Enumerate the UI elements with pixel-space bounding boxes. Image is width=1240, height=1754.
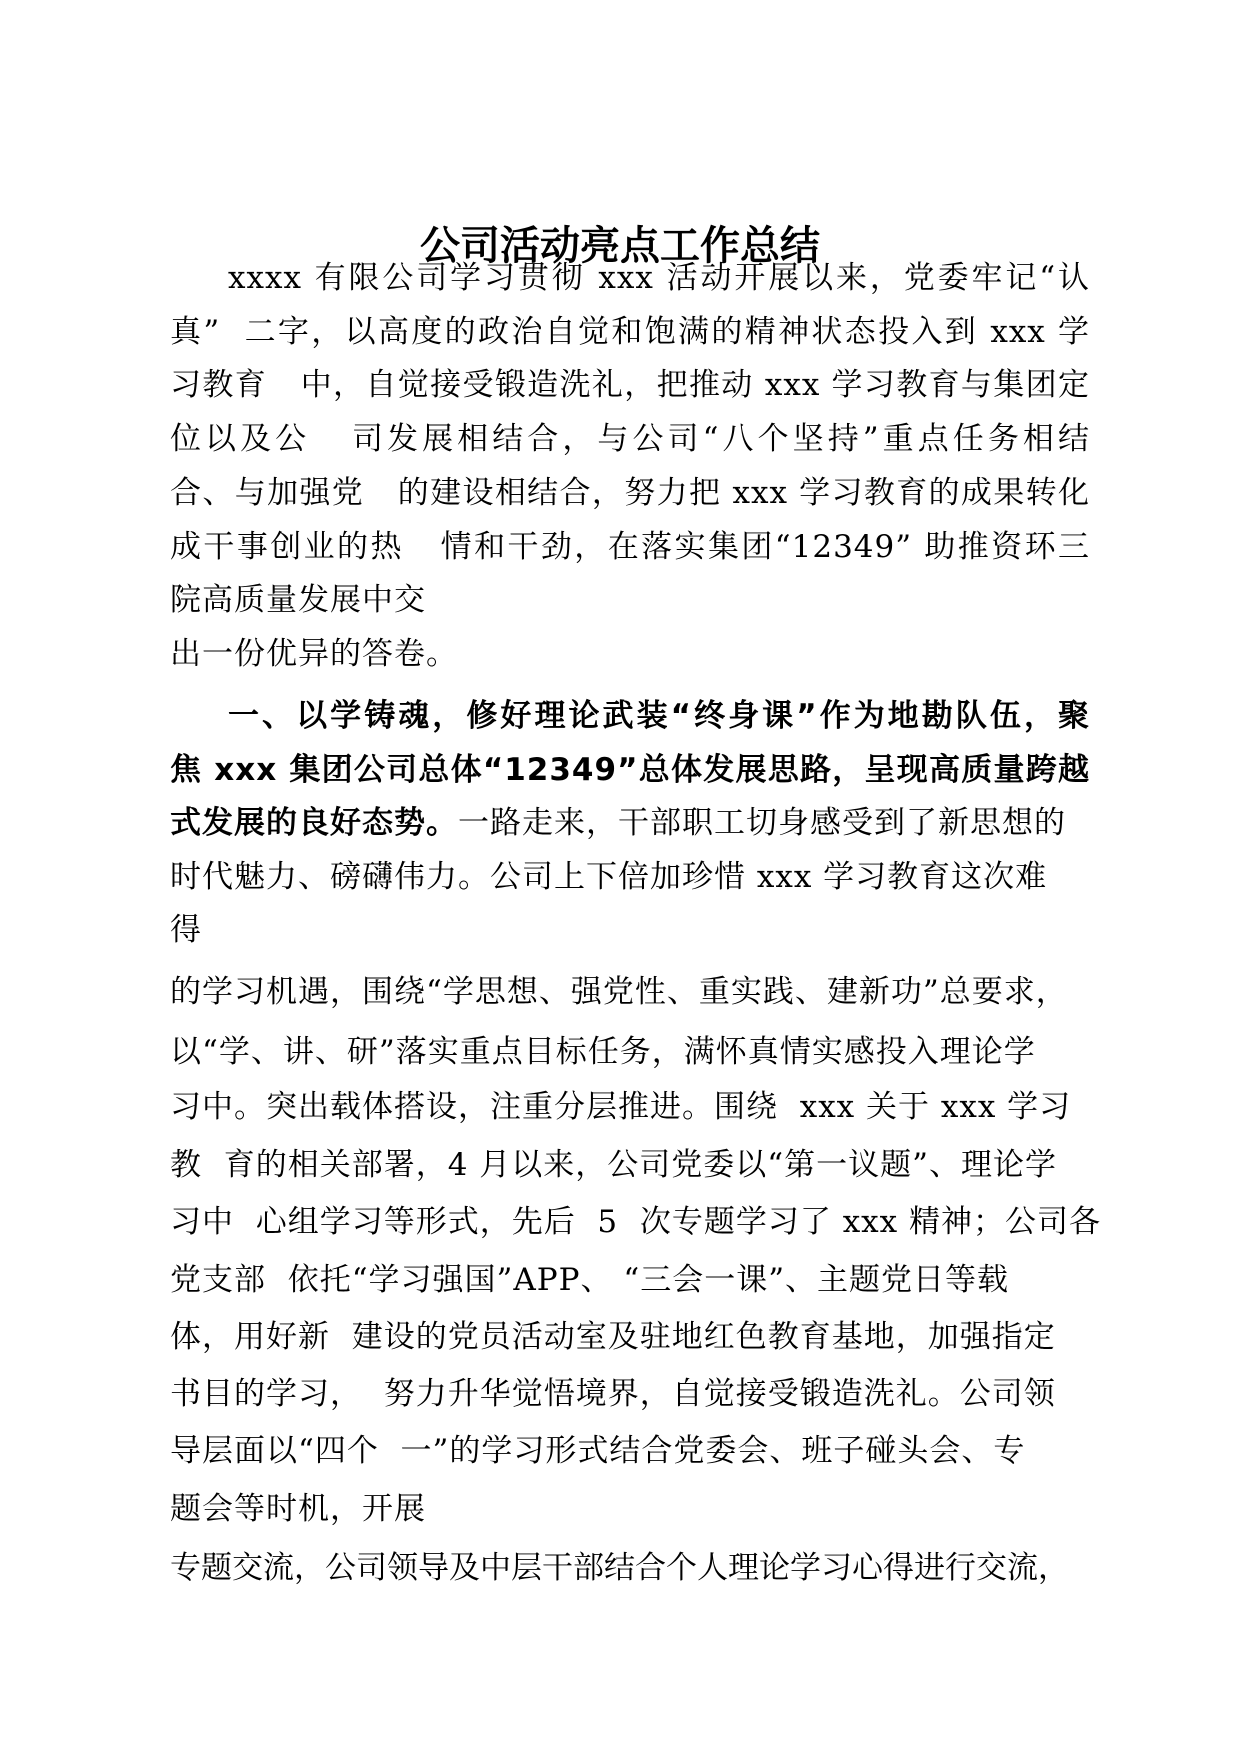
section1-body-line-4: 以“学、讲、研”落实重点目标任务，满怀真情实感投入理论学	[170, 1034, 1036, 1070]
intro-line-3: 习教育 中，自觉接受锻造洗礼，把推动 xxx 学习教育与集团定	[170, 367, 1090, 403]
intro-line-5: 合、与加强党 的建设相结合，努力把 xxx 学习教育的成果转化	[170, 475, 1090, 511]
section1-heading-line-2: 焦 xxx 集团公司总体“12349”总体发展思路，呈现高质量跨越	[170, 752, 1090, 788]
intro-line-8: 出一份优异的答卷。	[170, 636, 458, 672]
section1-body-line-3: 的学习机遇，围绕“学思想、强党性、重实践、建新功”总要求，	[170, 974, 1068, 1010]
section1-body-line-11: 导层面以“四个 一”的学习形式结合党委会、班子碰头会、专	[170, 1433, 1026, 1469]
section1-body-line-10: 书目的学习， 努力升华觉悟境界，自觉接受锻造洗礼。公司领	[170, 1376, 1056, 1412]
section1-body-line-7: 习中 心组学习等形式，先后 5 次专题学习了 xxx 精神；公司各	[170, 1204, 1102, 1240]
section1-body-line-8: 党支部 依托“学习强国”APP、 “三会一课”、主题党日等载	[170, 1262, 1010, 1298]
intro-line-4: 位以及公 司发展相结合，与公司“八个坚持”重点任务相结	[170, 421, 1090, 457]
section1-body-line-6: 教 育的相关部署，4 月以来，公司党委以“第一议题”、理论学	[170, 1147, 1057, 1183]
intro-line-2: 真” 二字，以高度的政治自觉和饱满的精神状态投入到 xxx 学	[170, 314, 1090, 350]
section1-body-line-5: 习中。突出载体搭设，注重分层推进。围绕 xxx 关于 xxx 学习	[170, 1089, 1072, 1125]
section1-body-line-13: 专题交流，公司领导及中层干部结合个人理论学习心得进行交流，	[170, 1550, 1069, 1586]
intro-line-7: 院高质量发展中交	[170, 582, 426, 618]
section1-heading-tail: 一路走来，干部职工切身感受到了新思想的	[458, 805, 1066, 841]
section1-heading-line-3: 式发展的良好态势。	[170, 805, 458, 841]
intro-line-1: xxxx 有限公司学习贯彻 xxx 活动开展以来，党委牢记“认	[228, 260, 1090, 296]
section1-body-line-2: 得	[170, 912, 202, 948]
section1-line-3	[170, 801, 1066, 845]
intro-line-6: 成干事创业的热 情和干劲，在落实集团“12349” 助推资环三	[170, 529, 1090, 565]
section1-body-line-9: 体，用好新 建设的党员活动室及驻地红色教育基地，加强指定	[170, 1319, 1056, 1355]
section1-heading-line-1: 一、以学铸魂，修好理论武装“终身课”作为地勘队伍，聚	[228, 698, 1090, 734]
section1-body-line-12: 题会等时机，开展	[170, 1491, 426, 1527]
document-title: 公司活动亮点工作总结	[420, 223, 820, 269]
section1-body-line-1: 时代魅力、磅礴伟力。公司上下倍加珍惜 xxx 学习教育这次难	[170, 859, 1048, 895]
